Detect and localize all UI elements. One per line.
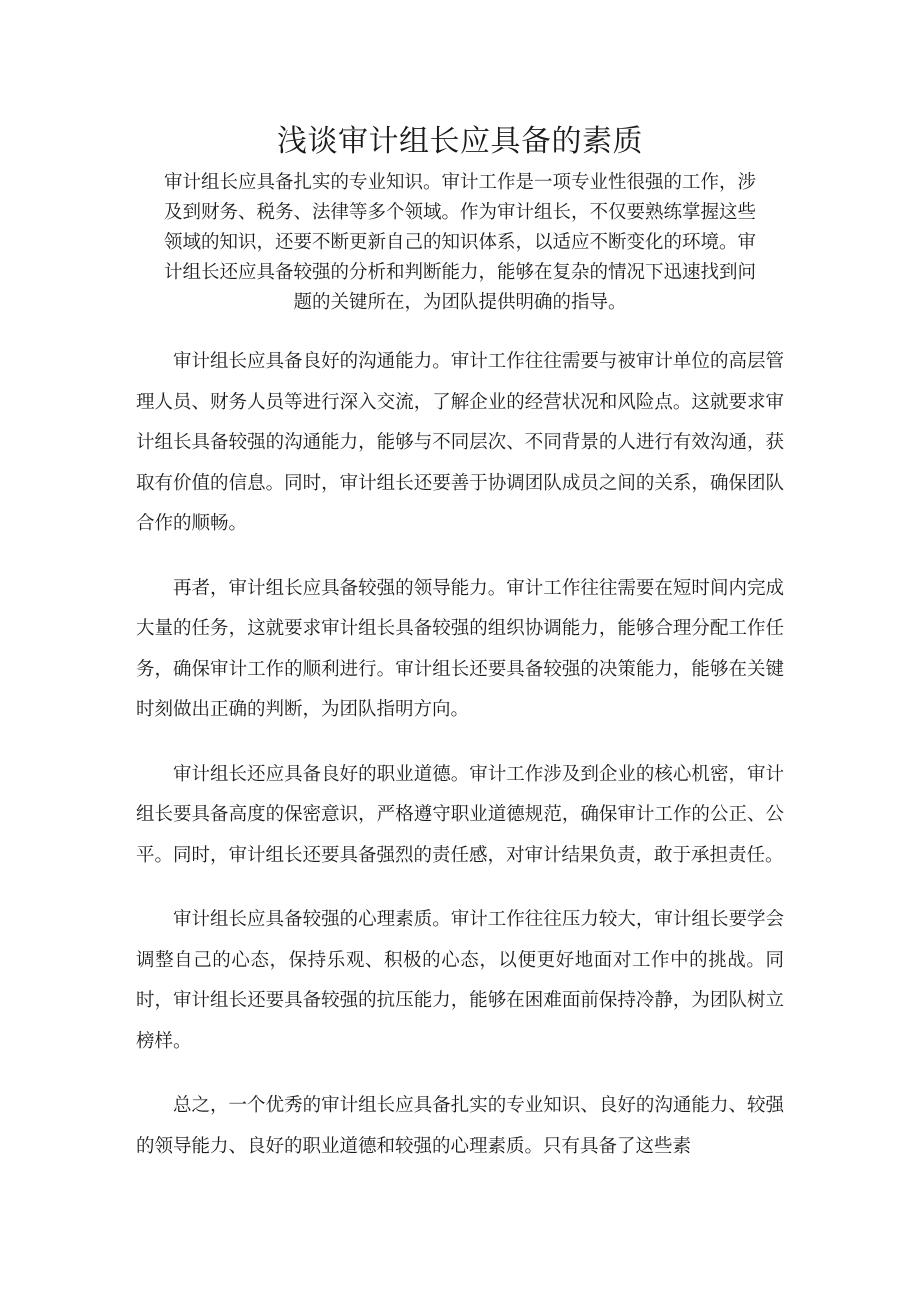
paragraph-ethics: 审计组长还应具备良好的职业道德。审计工作涉及到企业的核心机密，审计组长要具备高度的保密意识，严格遵守职业道德规范，确保审计工作的公正、公平。同时，审计组长还要具备强烈的责任感，对审计结果负责，敢于承担责任。 bbox=[136, 763, 784, 866]
paragraph-conclusion: 总之，一个优秀的审计组长应具备扎实的专业知识、良好的沟通能力、较强的领导能力、良好的职业道德和较强的心理素质。只有具备了这些素 bbox=[136, 1095, 784, 1157]
paragraph-communication: 审计组长应具备良好的沟通能力。审计工作往往需要与被审计单位的高层管理人员、财务人员等进行深入交流，了解企业的经营状况和风险点。这就要求审计组长具备较强的沟通能力，能够与不同层次、不同背景的人进行有效沟通，获取有价值的信息。同时，审计组长还要善于协调团队成员之间的关系，确保团队合作的顺畅。 bbox=[136, 351, 784, 534]
intro-paragraph: 审计组长应具备扎实的专业知识。审计工作是一项专业性很强的工作，涉及到财务、税务、法律等多个领域。作为审计组长，不仅要熟练掌握这些领域的知识，还要不断更新自己的知识体系，以适应不断变化的环境。审计组长还应具备较强的分析和判断能力，能够在复杂的情况下迅速找到问题的关键所在，为团队提供明确的指导。 bbox=[163, 172, 756, 313]
paragraph-psychology: 审计组长应具备较强的心理素质。审计工作往往压力较大，审计组长要学会调整自己的心态，保持乐观、积极的心态，以便更好地面对工作中的挑战。同时，审计组长还要具备较强的抗压能力，能够在困难面前保持冷静，为团队树立榜样。 bbox=[136, 909, 784, 1052]
document-body bbox=[136, 342, 784, 1191]
page-title: 浅谈审计组长应具备的素质 bbox=[277, 124, 643, 159]
paragraph-leadership: 再者，审计组长应具备较强的领导能力。审计工作往往需要在短时间内完成大量的任务，这就要求审计组长具备较强的组织协调能力，能够合理分配工作任务，确保审计工作的顺利进行。审计组长还要具备较强的决策能力，能够在关键时刻做出正确的判断，为团队指明方向。 bbox=[136, 577, 784, 720]
